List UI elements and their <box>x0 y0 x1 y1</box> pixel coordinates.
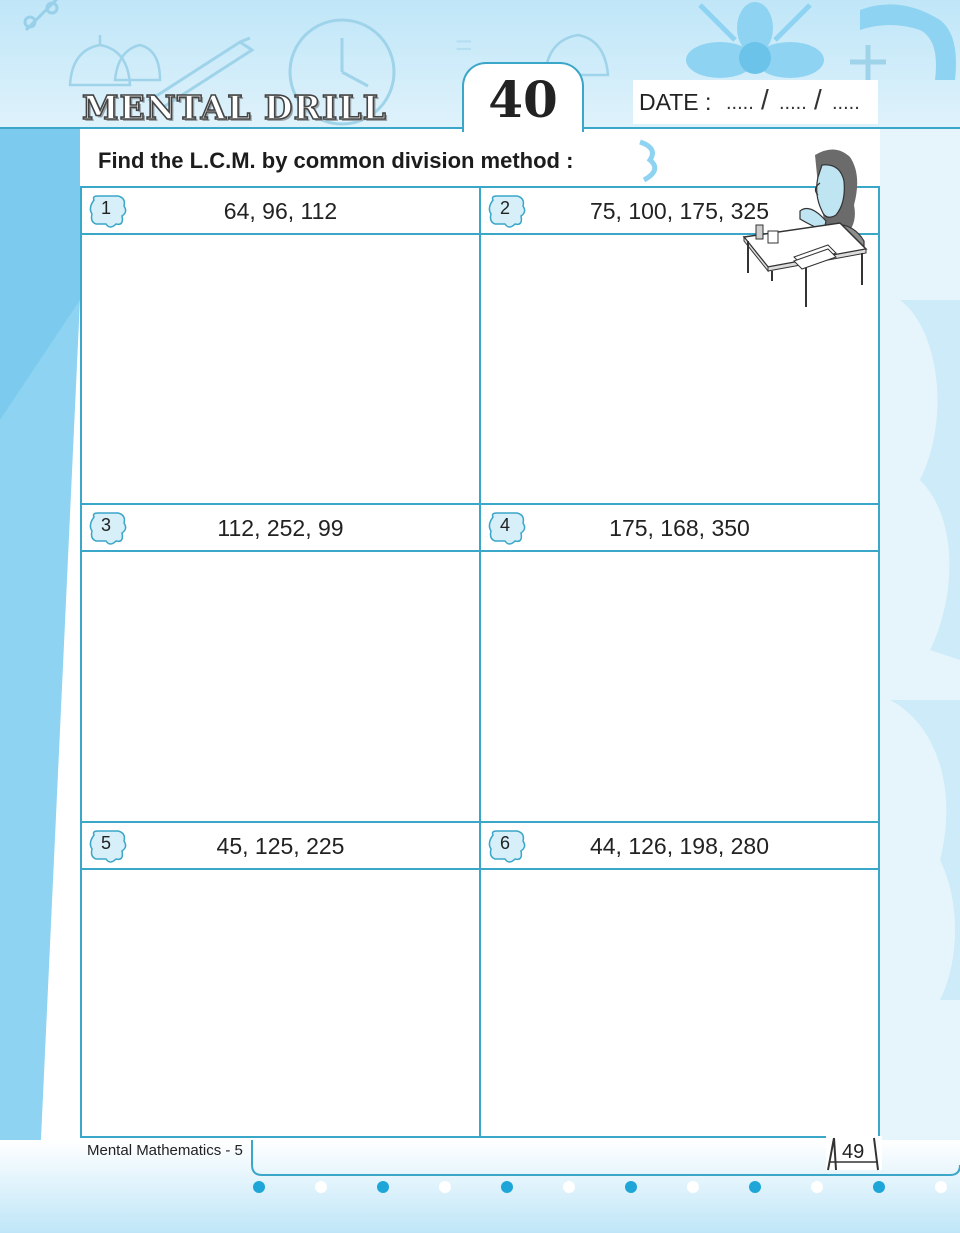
problem-header <box>82 505 479 552</box>
problem-values: 75, 100, 175, 325 <box>589 198 770 224</box>
problem-header <box>82 188 479 235</box>
dot-decoration <box>625 1181 637 1193</box>
date-month-blank[interactable]: ..... <box>779 92 807 114</box>
drill-number: 40 <box>488 70 558 129</box>
problem-values: 44, 126, 198, 280 <box>589 833 770 859</box>
dot-decoration <box>873 1181 885 1193</box>
dot-decoration <box>253 1181 265 1193</box>
problem-number-badge: 4 <box>487 511 525 545</box>
date-day-blank[interactable]: ..... <box>726 92 754 114</box>
problem-header <box>481 505 878 552</box>
page-title: MENTAL DRILL <box>82 88 387 127</box>
dot-decoration <box>563 1181 575 1193</box>
problem-cell <box>481 505 878 823</box>
dot-decoration <box>377 1181 389 1193</box>
problem-values: 45, 125, 225 <box>216 833 345 859</box>
problem-number-badge: 3 <box>88 511 126 545</box>
book-title: Mental Mathematics - 5 <box>87 1142 243 1159</box>
date-year-blank[interactable]: ..... <box>832 92 860 114</box>
date-separator: / <box>761 84 769 115</box>
dot-decoration <box>749 1181 761 1193</box>
problem-cell <box>82 823 481 1136</box>
date-field[interactable] <box>633 80 878 124</box>
problem-number-badge: 2 <box>487 194 525 228</box>
problem-cell <box>82 505 481 823</box>
problem-cell <box>481 823 878 1136</box>
instruction-banner <box>83 139 645 181</box>
dot-decoration <box>687 1181 699 1193</box>
problem-values: 175, 168, 350 <box>609 515 750 541</box>
date-separator: / <box>814 84 822 115</box>
dot-decoration <box>439 1181 451 1193</box>
decorative-dot-row <box>253 1181 953 1195</box>
banner-curl-decoration <box>636 138 666 184</box>
problem-header <box>481 823 878 870</box>
problem-grid <box>80 186 880 1138</box>
problem-cell <box>82 188 481 505</box>
drill-number-tab <box>462 62 584 132</box>
problem-number-badge: 6 <box>487 829 525 863</box>
svg-text:=: = <box>455 29 473 62</box>
date-label: DATE : <box>639 89 712 115</box>
dot-decoration <box>501 1181 513 1193</box>
dot-decoration <box>315 1181 327 1193</box>
problem-values: 64, 96, 112 <box>223 198 338 224</box>
dot-decoration <box>811 1181 823 1193</box>
problem-values: 112, 252, 99 <box>217 515 344 541</box>
page-number: 49 <box>842 1141 865 1163</box>
dot-decoration <box>935 1181 947 1193</box>
girl-at-desk-illustration <box>740 145 880 310</box>
problem-number-badge: 5 <box>88 829 126 863</box>
problem-number-badge: 1 <box>88 194 126 228</box>
problem-header <box>82 823 479 870</box>
instruction-text: Find the L.C.M. by common division method : <box>98 148 574 173</box>
